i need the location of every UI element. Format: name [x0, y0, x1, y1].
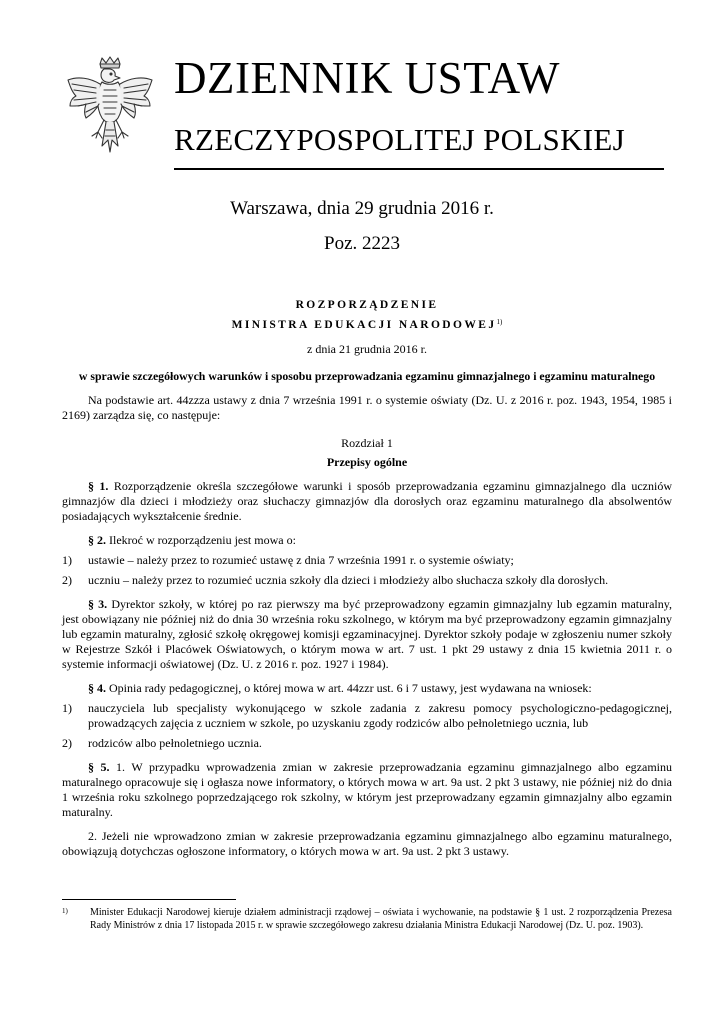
- section-1-mark: § 1.: [88, 479, 109, 493]
- masthead-divider: [174, 168, 664, 170]
- section-5: [62, 760, 672, 820]
- section-5-paragraph-2: 2. Jeżeli nie wprowadzono zmian w zakresie przeprowadzania egzaminu gimnazjalnego albo egzaminu maturalnego, obowiązują dotychczas ogłoszone informatory, o których mowa w art. 9a ust. 2 pkt 3 ustawy.: [62, 829, 672, 858]
- act-date: z dnia 21 grudnia 2016 r.: [307, 342, 427, 356]
- list-item: [62, 736, 672, 751]
- issue-date: Warszawa, dnia 29 grudnia 2016 r.: [230, 198, 494, 219]
- list-item-text: uczniu – należy przez to rozumieć ucznia szkoły dla dzieci i młodzieży albo słuchacza szkoły dla dorosłych.: [88, 573, 609, 587]
- act-subject: w sprawie szczegółowych warunków i sposobu przeprowadzania egzaminu gimnazjalnego i egzaminu maturalnego: [78, 369, 656, 383]
- section-1: [62, 479, 672, 524]
- document-body: [62, 298, 672, 859]
- list-item: [62, 573, 672, 588]
- section-2-mark: § 2.: [88, 533, 106, 547]
- list-item-text: rodziców albo pełnoletniego ucznia.: [88, 736, 262, 750]
- position-number: Poz. 2223: [324, 233, 400, 254]
- list-item-number: 1): [62, 701, 72, 715]
- section-3: [62, 597, 672, 672]
- section-4-text: Opinia rady pedagogicznej, o której mowa w art. 44zzr ust. 6 i 7 ustawy, jest wydawana na wniosek:: [106, 681, 592, 695]
- section-5-mark: § 5.: [88, 760, 110, 774]
- section-4-mark: § 4.: [88, 681, 106, 695]
- polish-eagle-icon: [62, 56, 158, 160]
- footnote-ref: 1): [496, 318, 503, 326]
- list-item-number: 2): [62, 573, 72, 587]
- list-item: [62, 701, 672, 731]
- list-item: [62, 553, 672, 568]
- section-3-text: Dyrektor szkoły, w której po raz pierwszy ma być przeprowadzony egzamin gimnazjalny lub egzamin maturalny, jest obowiązany nie później niż do dnia 30 września roku szkolnego, w którym ma być przeprowadzony egzamin gimnazjalny lub egzamin maturalny, zgłosić szkołę okręgowej komisji egzaminacyjnej. Dyrektor szkoły podaje w zgłoszeniu numer szkoły w Rejestrze Szkół i Placówek Oświatowych, o którym mowa w art. 7 ust. 1 pkt 29 ustawy z dnia 15 kwietnia 2011 r. o systemie informacji oświatowej (Dz. U. z 2016 r. poz. 1927 i 1984).: [62, 597, 672, 671]
- section-5-text: 1. W przypadku wprowadzenia zmian w zakresie przeprowadzania egzaminu gimnazjalnego albo egzaminu maturalnego opracowuje się i ogłasza nowe informatory, o których mowa w art. 9a ust. 2 pkt 3 ustawy, nie później niż do dnia 1 września roku szkolnego poprzedzającego rok szkolny, w którym jest przeprowadzany egzamin gimnazjalny albo egzamin maturalny.: [62, 760, 673, 819]
- footnote-number: 1): [62, 907, 68, 915]
- list-item-text: nauczyciela lub specjalisty wykonującego w szkole zadania z zakresu pomocy psychologiczno-pedagogicznej, prowadzących zajęcia z uczniem w szkole, po uzyskaniu zgody rodziców albo pełnoletniego ucznia, lub: [88, 701, 672, 730]
- chapter-title: Przepisy ogólne: [326, 455, 408, 469]
- section-3-mark: § 3.: [88, 597, 108, 611]
- section-4: [62, 681, 672, 696]
- journal-title: DZIENNIK USTAW: [174, 53, 560, 103]
- list-item-number: 2): [62, 736, 72, 750]
- footnote: [62, 906, 672, 932]
- act-issuer: [62, 315, 672, 333]
- section-2: [62, 533, 672, 548]
- journal-subtitle: RZECZYPOSPOLITEJ POLSKIEJ: [174, 122, 626, 157]
- footnote-text: Minister Edukacji Narodowej kieruje działem administracji rządowej – oświata i wychowanie, na podstawie § 1 ust. 2 rozporządzenia Prezesa Rady Ministrów z dnia 17 listopada 2015 r. w sprawie szczegółowego zakresu działania Ministra Edukacji Narodowej (Dz. U. poz. 1903).: [90, 907, 672, 931]
- section-1-text: Rozporządzenie określa szczegółowe warunki i sposób przeprowadzania egzaminu gimnazjalnego dla uczniów gimnazjów dla dzieci i młodzieży oraz słuchaczy gimnazjów dla dorosłych oraz egzaminu maturalnego dla absolwentów posiadających wykształcenie średnie.: [62, 479, 672, 523]
- act-issuer-name: MINISTRA EDUKACJI NARODOWEJ: [231, 319, 497, 331]
- footnote-divider: [62, 899, 236, 900]
- list-item-number: 1): [62, 553, 72, 567]
- chapter-label: Rozdział 1: [341, 436, 393, 450]
- act-type: ROZPORZĄDZENIE: [295, 299, 439, 311]
- list-item-text: ustawie – należy przez to rozumieć ustawę z dnia 7 września 1991 r. o systemie oświaty;: [88, 553, 514, 567]
- section-2-text: Ilekroć w rozporządzeniu jest mowa o:: [106, 533, 296, 547]
- preamble: Na podstawie art. 44zzza ustawy z dnia 7 września 1991 r. o systemie oświaty (Dz. U. z 2016 r. poz. 1943, 1954, 1985 i 2169) zarządza się, co następuje:: [62, 393, 672, 422]
